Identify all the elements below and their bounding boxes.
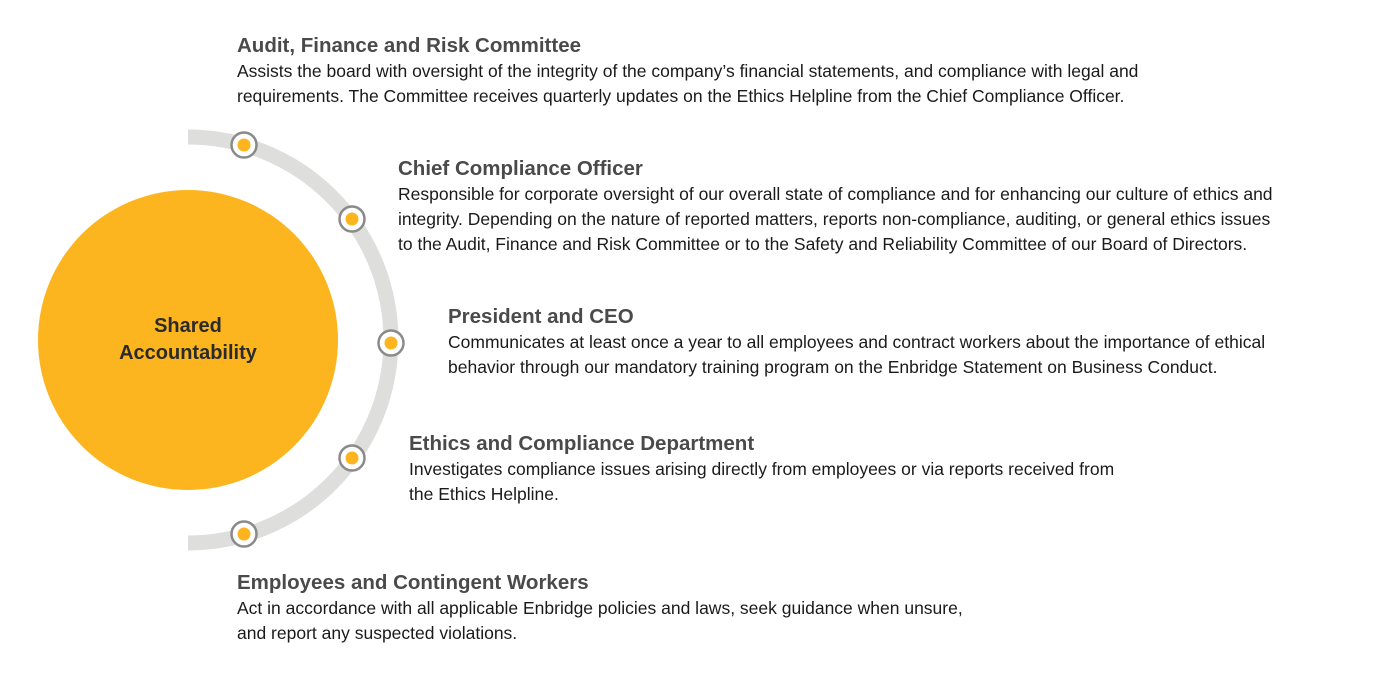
node-ethics-department (340, 446, 365, 471)
entry-title: President and CEO (448, 305, 634, 328)
entry-ethics-department (409, 430, 1114, 507)
entry-audit-committee (237, 32, 1138, 109)
center-label (38, 190, 338, 490)
entry-title: Ethics and Compliance Department (409, 432, 755, 455)
entry-description (237, 59, 1138, 109)
entry-employees (237, 569, 963, 646)
center-label-line-2: Accountability (119, 342, 257, 364)
node-employees (232, 522, 257, 547)
entry-description-line: and report any suspected violations. (237, 623, 518, 643)
entry-description-line: Act in accordance with all applicable Enbridge policies and laws, seek guidance when unsure, (237, 598, 963, 618)
entry-title: Chief Compliance Officer (398, 157, 643, 180)
entry-chief-compliance-officer (398, 155, 1273, 257)
entry-description (409, 457, 1114, 507)
entry-president-ceo (448, 303, 1265, 380)
entry-description (237, 596, 963, 646)
entry-title: Audit, Finance and Risk Committee (237, 34, 581, 57)
entry-description-line: to the Audit, Finance and Risk Committee or to the Safety and Reliability Committee of our Board of Directors. (398, 234, 1248, 254)
entry-description-line: Communicates at least once a year to all employees and contract workers about the importance of ethical (448, 332, 1266, 352)
node-chief-compliance-officer (340, 207, 365, 232)
node-audit-committee (232, 133, 257, 158)
entry-description-line: the Ethics Helpline. (409, 484, 559, 504)
entry-description (398, 182, 1273, 257)
entry-description-line: Investigates compliance issues arising directly from employees or via reports received from (409, 459, 1115, 479)
entry-description-line: Assists the board with oversight of the integrity of the company’s financial statements, and compliance with legal and (237, 61, 1139, 81)
center-label-line-1: Shared (154, 315, 222, 337)
entry-title: Employees and Contingent Workers (237, 571, 589, 594)
entry-description-line: integrity. Depending on the nature of reported matters, reports non-compliance, auditing, or general ethics issues (398, 209, 1271, 229)
node-president-ceo (379, 331, 404, 356)
entry-description-line: requirements. The Committee receives quarterly updates on the Ethics Helpline from the Chief Compliance Officer. (237, 86, 1125, 106)
entry-description (448, 330, 1265, 380)
entry-description-line: behavior through our mandatory training program on the Enbridge Statement on Business Conduct. (448, 357, 1218, 377)
entry-description-line: Responsible for corporate oversight of our overall state of compliance and for enhancing our culture of ethics and (398, 184, 1273, 204)
